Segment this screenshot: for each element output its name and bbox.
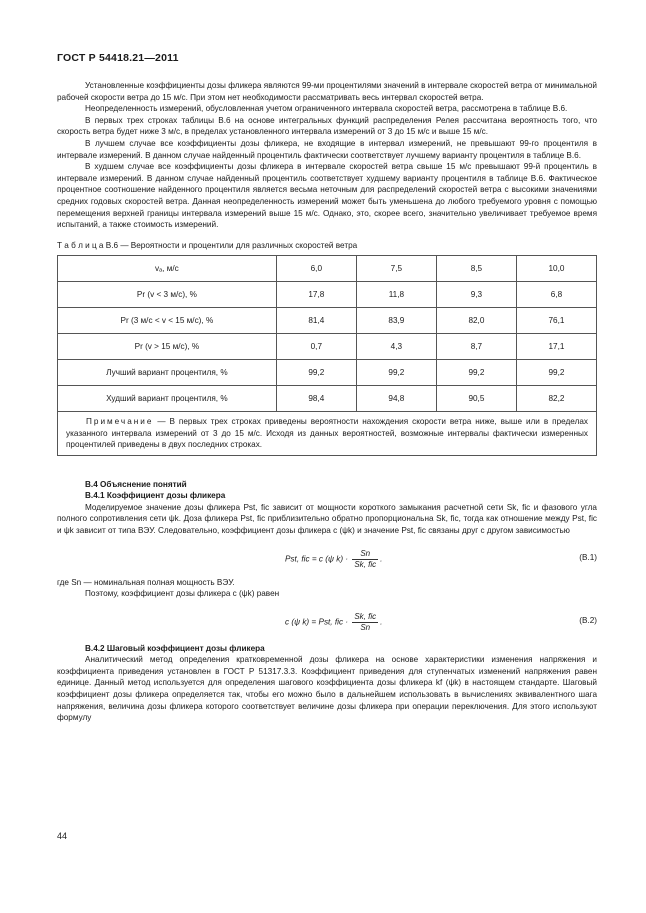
table-cell: 99,2 — [516, 360, 596, 386]
fraction-denominator: Sn — [360, 622, 371, 632]
row-label: Pr (3 м/с < v < 15 м/с), % — [58, 308, 277, 334]
table-cell: 7,5 — [356, 256, 436, 282]
table-cell: 0,7 — [276, 334, 356, 360]
subsection-heading: В.4.2 Шаговый коэффициент дозы фликера — [85, 643, 265, 653]
table-note — [58, 412, 597, 455]
table-cell: 11,8 — [356, 282, 436, 308]
paragraph: В лучшем случае все коэффициенты дозы фликера, не входящие в интервал измерений, не превышают 99-го процентиля в интервале измерений. В данном случае найденный процентиль фактически соответствует лучшему варианту процентиля в таблице В.6. — [57, 138, 597, 160]
table-note-row — [58, 412, 597, 455]
row-label: Лучший вариант процентиля, % — [58, 360, 277, 386]
table-cell: 8,7 — [436, 334, 516, 360]
table-cell: 99,2 — [276, 360, 356, 386]
table-cell: 90,5 — [436, 386, 516, 412]
table-cell: 98,4 — [276, 386, 356, 412]
table-row — [58, 308, 597, 334]
table-cell: 17,8 — [276, 282, 356, 308]
fraction-denominator: Sk, fic — [354, 559, 377, 569]
table-cell: 82,2 — [516, 386, 596, 412]
fraction-numerator: Sk, fic — [354, 611, 377, 621]
fraction-numerator: Sn — [352, 549, 378, 560]
table-row — [58, 256, 597, 282]
table-cell: 17,1 — [516, 334, 596, 360]
row-label: Худший вариант процентиля, % — [58, 386, 277, 412]
paragraph: Моделируемое значение дозы фликера Pst, fic зависит от мощности короткого замыкания расчетной сети Sk, fic и фазового угла полного сопротивления сети ψk. Доза фликера Pst, fic приблизительно обратно пропорциональна Sk, fic, тогда как отношение между Pst, fic и ψk зависит от типа ВЭУ. Следовательно, коэффициент дозы фликера c (ψk) и значение Pst, fic связаны друг с другом зависимостью — [57, 502, 597, 535]
table-cell: 99,2 — [436, 360, 516, 386]
table-cell: 76,1 — [516, 308, 596, 334]
row-label: vₐ, м/с — [58, 256, 277, 282]
table-row — [58, 386, 597, 412]
page-content — [57, 80, 597, 724]
table-cell: 81,4 — [276, 308, 356, 334]
formula-expression: Pst, fic = c (ψ k) · $\frac{Sn}{\text{Sk, fic}}$ . — [285, 548, 383, 569]
paragraph: Аналитический метод определения кратковременной дозы фликера на основе характеристики изменения напряжения и коэффициента приведения установлен в ГОСТ Р 51317.3.3. Коэффициент приведения для ступенчатых изменений напряжения равен единице. Данный метод используется для определения шагового коэффициента дозы фликера kf (ψk) в настоящем стандарте. Шаговый коэффициент дозы фликера определяется так, чтобы его можно было в дальнейшем использовать в вычислениях эквивалентного шага напряжения, величина дозы фликера которого соответствует величине дозы фликера при операции переключения. Для этого используют формулу — [57, 655, 597, 723]
table-cell: 83,9 — [356, 308, 436, 334]
paragraph: где Sn — номинальная полная мощность ВЭУ. — [57, 577, 235, 587]
table-row — [58, 282, 597, 308]
formula-lhs: Pst, fic = c (ψ k) · — [285, 554, 349, 564]
table-cell: 6,8 — [516, 282, 596, 308]
formula-expression: c (ψ k) = Pst, fic · $\frac{\text{Sk, fic}}{Sn}$ . — [285, 611, 383, 632]
table-cell: 8,5 — [436, 256, 516, 282]
formula-b1 — [57, 544, 597, 570]
probability-table — [57, 255, 597, 455]
formula-fraction — [352, 549, 378, 570]
table-cell: 99,2 — [356, 360, 436, 386]
table-cell: 10,0 — [516, 256, 596, 282]
subsection-heading: В.4.1 Коэффициент дозы фликера — [85, 491, 226, 501]
formula-b2 — [57, 607, 597, 633]
row-label: Pr (v < 3 м/с), % — [58, 282, 277, 308]
note-text: — В первых трех строках приведены вероятности нахождения скорости ветра ниже, выше или в пределах указанного интервала измерений от 3 до 15 м/с. Исходя из данных вероятностей, возможные интервалы фактически измеренных процентилей приведены в двух последних строках. — [66, 417, 588, 450]
paragraph: Установленные коэффициенты дозы фликера являются 99-ми процентилями значений в интервале скоростей ветра от минимальной рабочей скорости ветра до 15 м/с. При этом нет необходимости рассматривать весь интервал скоростей ветра. — [57, 81, 597, 102]
page-number: 44 — [57, 831, 68, 841]
paragraph: Поэтому, коэффициент дозы фликера c (ψk) равен — [85, 589, 280, 599]
table-cell: 4,3 — [356, 334, 436, 360]
table-cell: 82,0 — [436, 308, 516, 334]
table-row — [58, 360, 597, 386]
equation-number: (В.1) — [579, 552, 597, 562]
paragraph: В первых трех строках таблицы В.6 на основе интегральных функций распределения Релея рассчитана вероятность того, что скорость ветра будет ниже 3 м/с, в пределах установленного интервала измерений от 3 до 15 м/с и выше 15 м/с. — [57, 115, 597, 137]
document-header: ГОСТ Р 54418.21—2011 — [57, 52, 179, 64]
table-caption: Т а б л и ц а В.6 — Вероятности и процентили для различных скоростей ветра — [57, 240, 358, 250]
formula-fraction — [352, 612, 378, 633]
formula-lhs: c (ψ k) = Pst, fic · — [285, 617, 349, 627]
paragraph: В худшем случае все коэффициенты дозы фликера в интервале скоростей ветра свыше 15 м/с превышают 99-й процентиль в интервале измерений. В данном случае найденный процентиль соответствует худшему варианту процентиля в таблице В.6. Фактическое процентное соотношение найденного процентиля является весьма неточным для распределений скоростей ветра с высокими значениями средних годовых скоростей ветра. Данная неопределенность измерений может быть уменьшена до любого требуемого уровня с помощью перемещения верхней границы интервала измерений выше 15 м/с. Однако, это, скорее всего, значительно увеличивает требуемое время испытаний, а также стоимость измерений. — [57, 162, 597, 230]
table-cell: 94,8 — [356, 386, 436, 412]
note-heading: Примечание — [86, 417, 154, 427]
table-cell: 9,3 — [436, 282, 516, 308]
paragraph: Неопределенность измерений, обусловленная учетом ограниченного интервала скоростей ветра, рассмотрена в таблице В.6. — [85, 104, 568, 114]
table-cell: 6,0 — [276, 256, 356, 282]
equation-number: (В.2) — [579, 615, 597, 625]
section-heading: В.4 Объяснение понятий — [85, 479, 187, 489]
table-row — [58, 334, 597, 360]
row-label: Pr (v > 15 м/с), % — [58, 334, 277, 360]
